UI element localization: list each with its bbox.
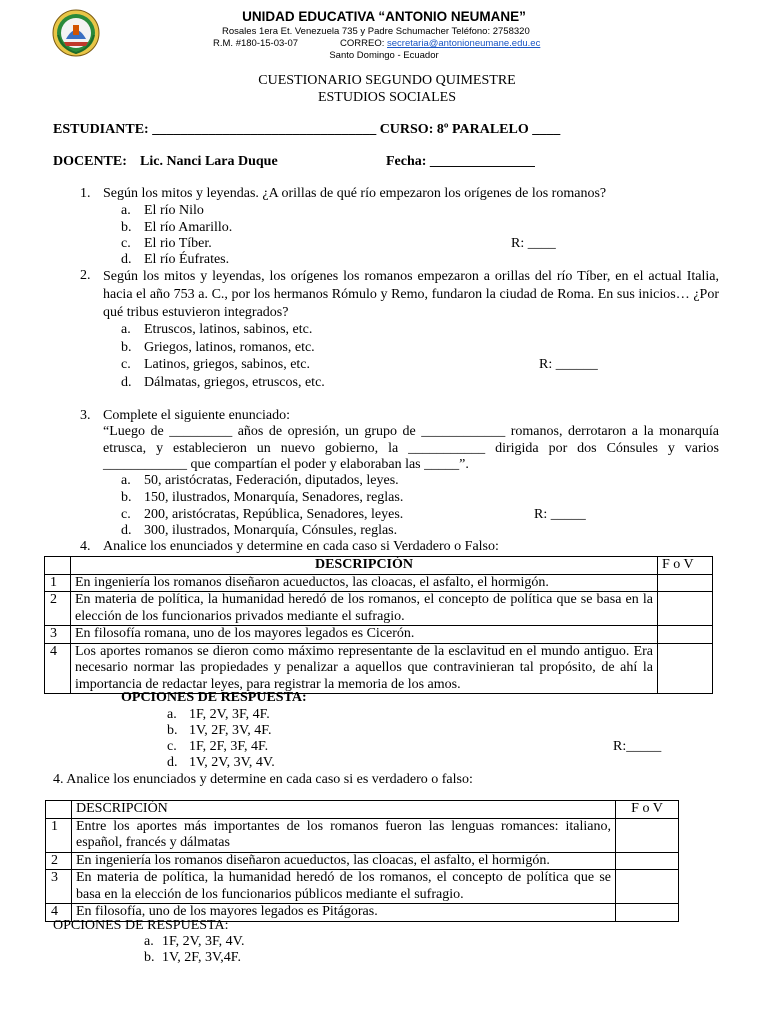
- q4-table: [44, 556, 713, 694]
- q4-option-a-letter: a.: [167, 707, 177, 722]
- q3-option-a: 50, aristócratas, Federación, diputados, leyes.: [144, 473, 399, 488]
- row-statement: Entre los aportes más importantes de los romanos fueron las lenguas romances: italiano, español, francés y dálmatas: [72, 818, 616, 852]
- q4-number: 4.: [80, 539, 91, 554]
- row-number: 2: [46, 852, 72, 870]
- row-number: 4: [46, 904, 72, 922]
- email-link[interactable]: secretaria@antonioneumane.edu.ec: [387, 38, 541, 49]
- q3-text: Complete el siguiente enunciado:: [103, 408, 291, 423]
- q3-option-b-letter: b.: [121, 490, 132, 505]
- registry-number: R.M. #180-15-03-07: [213, 38, 299, 49]
- row-statement: En ingeniería los romanos diseñaron acueductos, las cloacas, el asfalto, el hormigón.: [72, 852, 616, 870]
- q1-option-c: El rio Tíber.: [144, 236, 212, 251]
- table-row: [45, 643, 713, 694]
- q3-quote: “Luego de _________ años de opresión, un grupo de ____________ romanos, derrotaron a la monarquía etrusca, y establecieron un nuevo gobierno, la ___________ dirigida por dos Cónsules y varios ____________ que compartían el poder y elaboraban las _____”.: [103, 424, 719, 473]
- table-row: [45, 574, 713, 592]
- school-address: Rosales 1era Et. Venezuela 735 y Padre Schumacher Teléfono: 2758320: [222, 26, 530, 37]
- document-subject: ESTUDIOS SOCIALES: [317, 90, 457, 105]
- fov-answer-cell[interactable]: [616, 904, 679, 922]
- q2-option-d-letter: d.: [121, 375, 132, 390]
- fov-answer-cell[interactable]: [658, 592, 713, 626]
- q2-option-d: Dálmatas, griegos, etruscos, etc.: [144, 375, 325, 390]
- q5-option-b-letter: b.: [144, 950, 155, 965]
- fecha-line: Fecha: _______________: [386, 154, 535, 169]
- q2-option-c: Latinos, griegos, sabinos, etc.: [144, 357, 311, 372]
- q5-table-header: [46, 801, 679, 819]
- q1-option-a-letter: a.: [121, 203, 131, 218]
- school-name: UNIDAD EDUCATIVA “ANTONIO NEUMANE”: [242, 9, 526, 24]
- correo-label: CORREO:: [340, 38, 385, 49]
- q1-option-b: El río Amarillo.: [144, 220, 233, 235]
- q2-option-a: Etruscos, latinos, sabinos, etc.: [144, 322, 313, 337]
- q3-option-d-letter: d.: [121, 523, 132, 538]
- fov-answer-cell[interactable]: [658, 626, 713, 644]
- row-statement: Los aportes romanos se dieron como máximo representante de la esclavitud en el mundo antiguo. Era necesario normar las propiedades y penalizar a aquellos que contravinieran tal propósito, de ahí la importancia de redactar leyes, para registrar la memoria de los amos.: [71, 643, 658, 694]
- q2-number: 2.: [80, 268, 91, 283]
- q1-option-c-letter: c.: [121, 236, 131, 251]
- q2-answer-blank[interactable]: R: ______: [539, 357, 598, 372]
- q4-option-c-letter: c.: [167, 739, 177, 754]
- row-number: 1: [45, 574, 71, 592]
- row-number: 2: [45, 592, 71, 626]
- fov-answer-cell[interactable]: [616, 852, 679, 870]
- fov-answer-cell[interactable]: [658, 574, 713, 592]
- q3-option-d: 300, ilustrados, Monarquía, Cónsules, reglas.: [144, 523, 398, 538]
- q3-option-c-letter: c.: [121, 507, 131, 522]
- q5-option-b: 1V, 2F, 3V,4F.: [162, 950, 241, 965]
- q5-text: 4. Analice los enunciados y determine en cada caso si es verdadero o falso:: [53, 772, 473, 787]
- q1-number: 1.: [80, 186, 91, 201]
- row-number: 4: [45, 643, 71, 694]
- fov-answer-cell[interactable]: [616, 818, 679, 852]
- row-statement: En materia de política, la humanidad heredó de los romanos, el concepto de política que se basa en la elección de los funcionarios privados mediante el sufragio.: [71, 592, 658, 626]
- q4-answer-blank[interactable]: R:_____: [613, 739, 662, 754]
- q1-answer-blank[interactable]: R: ____: [511, 236, 556, 251]
- student-line: ESTUDIANTE: ________________________________ CURSO: 8º PARALELO ____: [53, 122, 561, 137]
- table-row: [45, 592, 713, 626]
- table-row: [46, 870, 679, 904]
- docente-name: Lic. Nanci Lara Duque: [140, 154, 278, 169]
- school-city: Santo Domingo - Ecuador: [329, 50, 439, 61]
- document-title: CUESTIONARIO SEGUNDO QUIMESTRE: [258, 73, 516, 88]
- q3-option-c: 200, aristócratas, República, Senadores, leyes.: [144, 507, 404, 522]
- q4-option-a: 1F, 2V, 3F, 4F.: [189, 707, 270, 722]
- q4-header-description: DESCRIPCIÓN: [71, 557, 658, 575]
- q4-options-title: OPCIONES DE RESPUESTA:: [121, 690, 307, 705]
- row-number: 1: [46, 818, 72, 852]
- row-number: 3: [45, 626, 71, 644]
- q1-option-a: El río Nilo: [144, 203, 204, 218]
- row-statement: En filosofía, uno de los mayores legados es Pitágoras.: [72, 904, 616, 922]
- q4-header-num-cell: [45, 557, 71, 575]
- q3-answer-blank[interactable]: R: _____: [534, 507, 586, 522]
- q5-option-a-letter: a.: [144, 934, 154, 949]
- q4-header-fov: F o V: [658, 557, 713, 575]
- q2-text: Según los mitos y leyendas, los orígenes los romanos empezaron a orillas del río Tíber, en el actual Italia, hacia el año 753 a. C., por los hermanos Rómulo y Remo, fundaron la ciudad de Roma. En sus inicios… ¿Por qué tribus estuvieron integrados?: [103, 269, 719, 320]
- q1-option-d-letter: d.: [121, 252, 132, 267]
- q4-option-b-letter: b.: [167, 723, 178, 738]
- q1-option-b-letter: b.: [121, 220, 132, 235]
- q4-text: Analice los enunciados y determine en cada caso si Verdadero o Falso:: [103, 539, 499, 554]
- q3-number: 3.: [80, 408, 91, 423]
- row-number: 3: [46, 870, 72, 904]
- q4-option-d-letter: d.: [167, 755, 178, 770]
- q2-option-b: Griegos, latinos, romanos, etc.: [144, 340, 315, 355]
- q1-option-d: El río Éufrates.: [144, 252, 230, 267]
- school-registry-line: [213, 38, 540, 49]
- q4-option-b: 1V, 2F, 3V, 4F.: [189, 723, 272, 738]
- row-statement: En materia de política, la humanidad heredó de los romanos, el concepto de política que se basa en la elección de los funcionarios públicos mediante el sufragio.: [72, 870, 616, 904]
- q5-table: [45, 800, 679, 922]
- q4-table-header: [45, 557, 713, 575]
- fov-answer-cell[interactable]: [658, 643, 713, 694]
- q5-header-fov: F o V: [616, 801, 679, 819]
- table-row: [46, 818, 679, 852]
- q5-options-title: OPCIONES DE RESPUESTA:: [53, 918, 229, 933]
- table-row: [46, 852, 679, 870]
- q4-option-d: 1V, 2V, 3V, 4V.: [189, 755, 275, 770]
- table-row: [45, 626, 713, 644]
- docente-label: DOCENTE:: [53, 154, 127, 169]
- q4-option-c: 1F, 2F, 3F, 4F.: [189, 739, 269, 754]
- q5-header-num-cell: [46, 801, 72, 819]
- q1-text: Según los mitos y leyendas. ¿A orillas de qué río empezaron los orígenes de los romanos?: [103, 186, 607, 201]
- row-statement: En ingeniería los romanos diseñaron acueductos, las cloacas, el asfalto, el hormigón.: [71, 574, 658, 592]
- fov-answer-cell[interactable]: [616, 870, 679, 904]
- q2-option-b-letter: b.: [121, 340, 132, 355]
- q3-option-b: 150, ilustrados, Monarquía, Senadores, reglas.: [144, 490, 404, 505]
- q5-option-a: 1F, 2V, 3F, 4V.: [162, 934, 245, 949]
- q3-option-a-letter: a.: [121, 473, 131, 488]
- row-statement: En filosofía romana, uno de los mayores legados es Cicerón.: [71, 626, 658, 644]
- q5-header-description: DESCRIPCIÓN: [72, 801, 616, 819]
- q2-option-a-letter: a.: [121, 322, 131, 337]
- q2-option-c-letter: c.: [121, 357, 131, 372]
